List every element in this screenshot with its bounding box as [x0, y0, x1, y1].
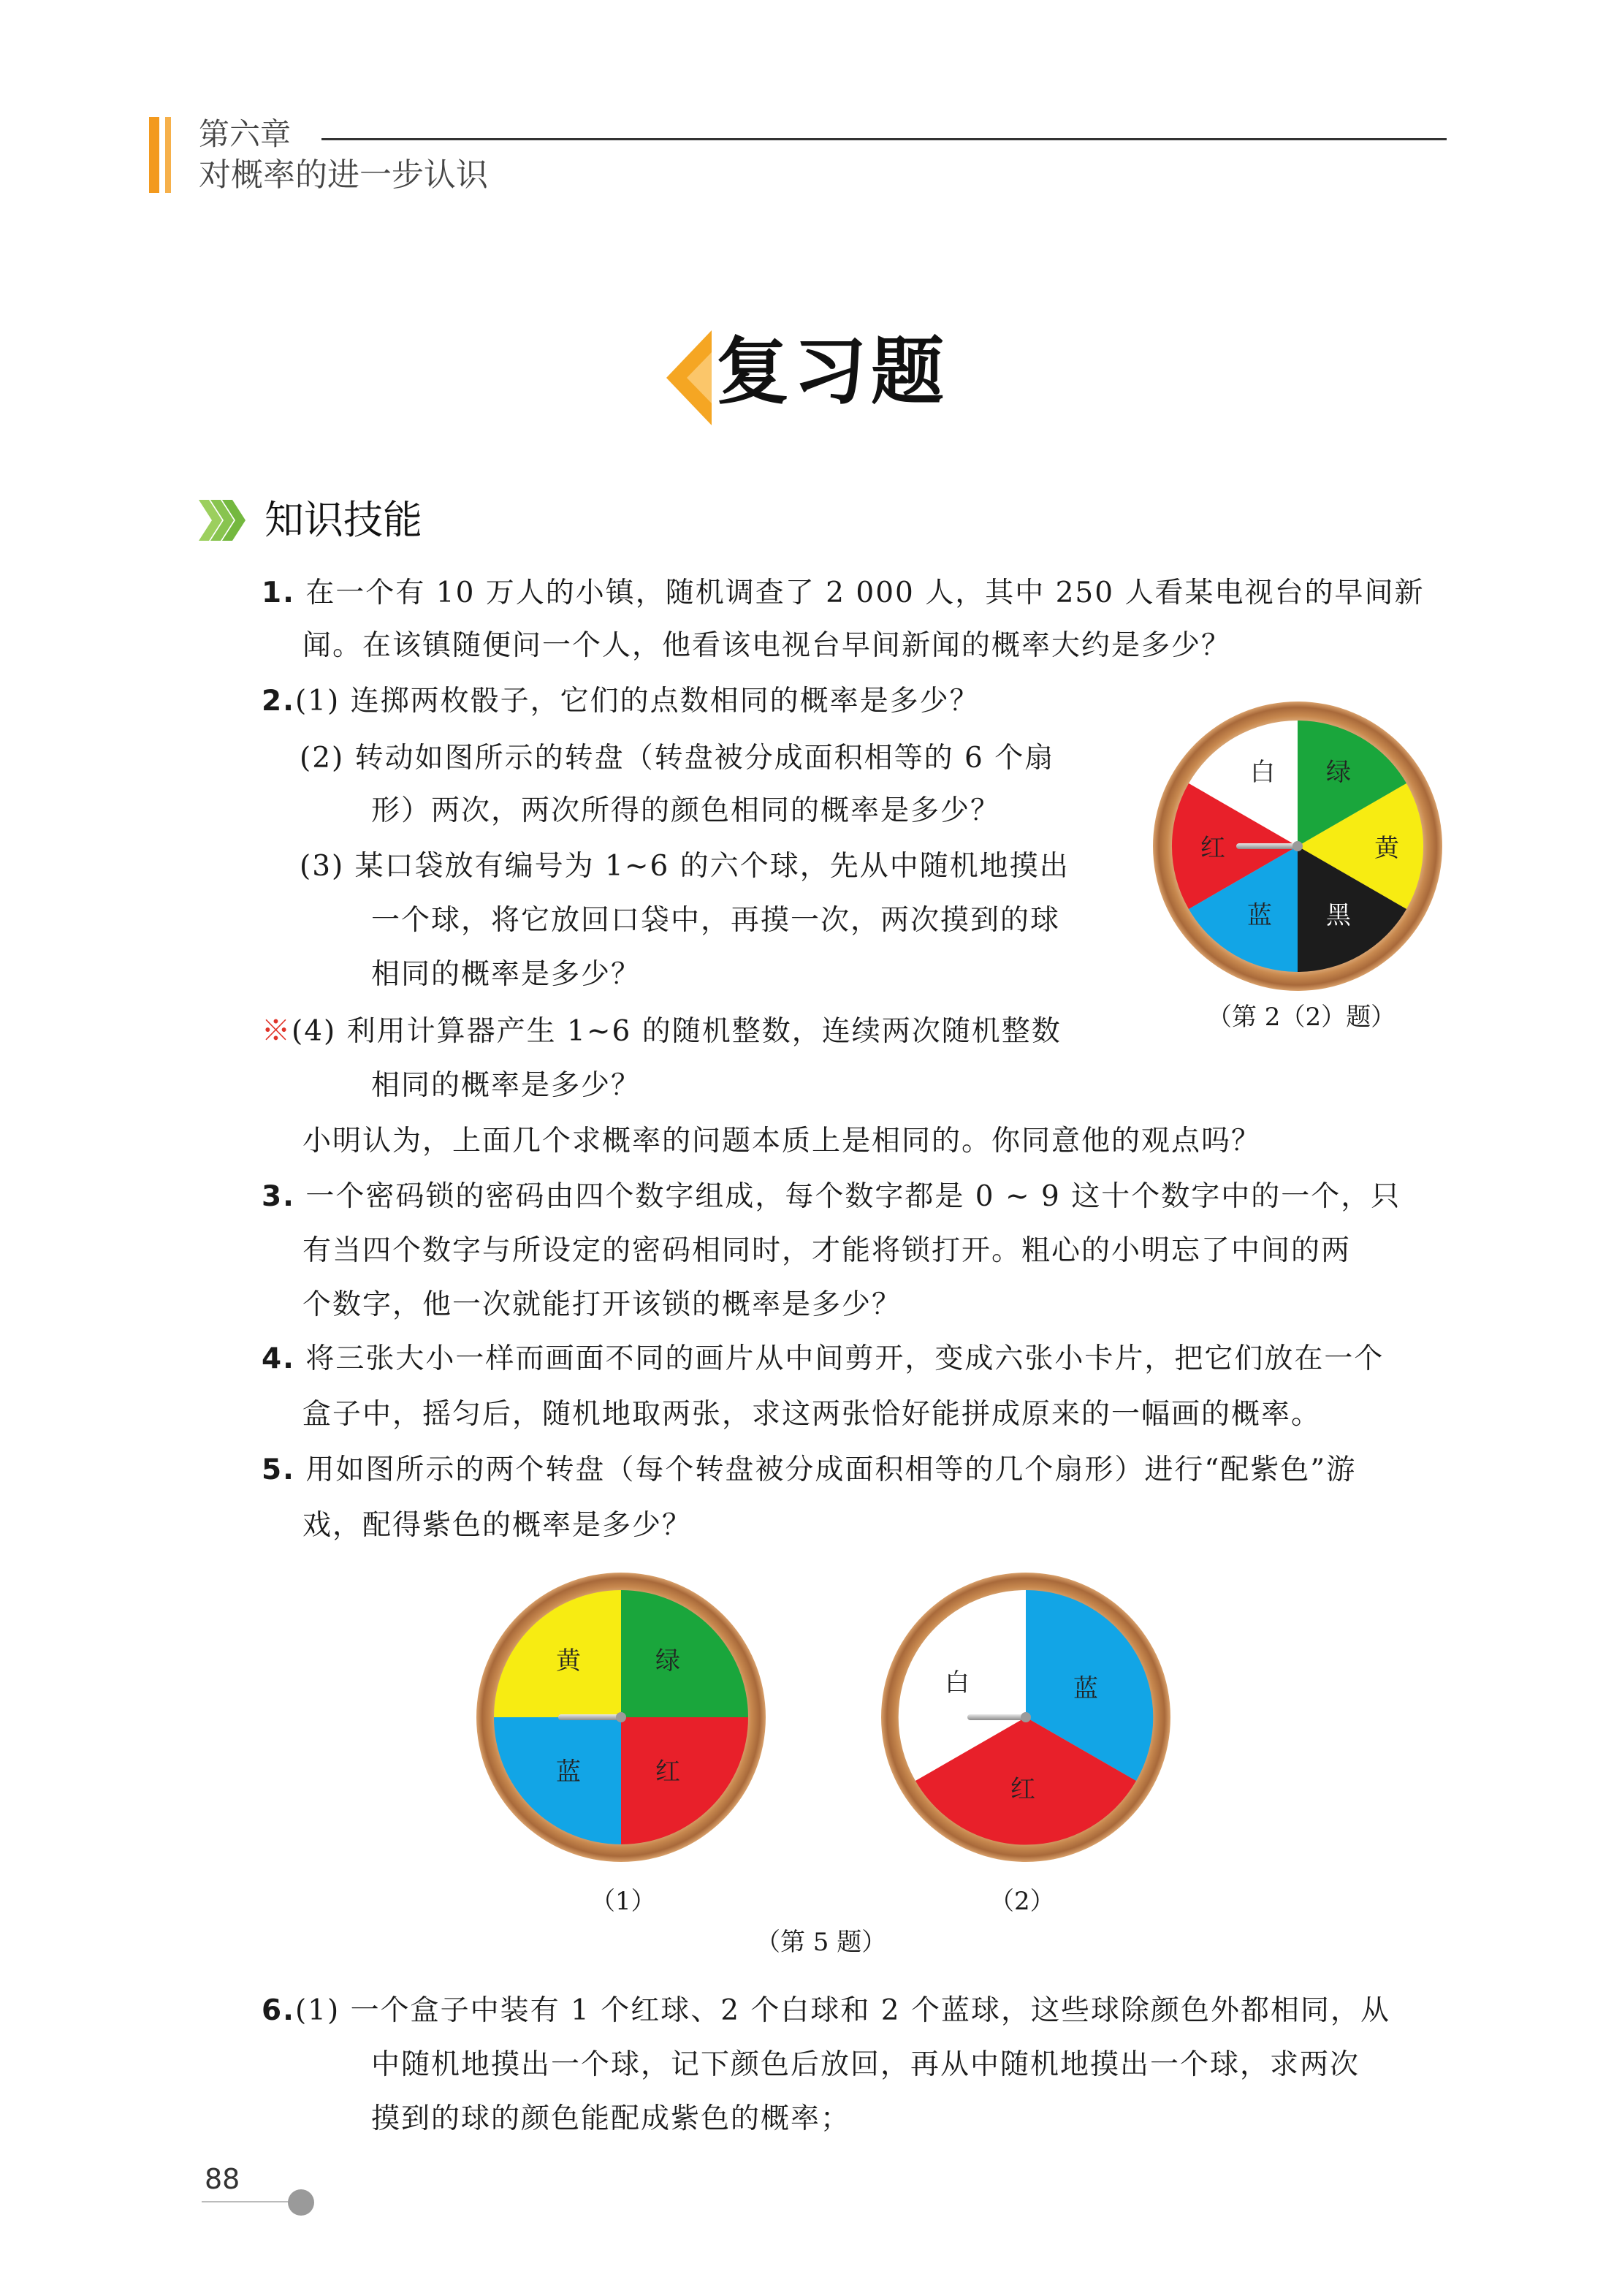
q5-number: 5.	[262, 1453, 295, 1486]
section-heading: 知识技能	[264, 497, 422, 543]
q1-number: 1.	[262, 577, 295, 609]
header-rule	[321, 138, 1447, 140]
q2-tail: 小明认为，上面几个求概率的问题本质上是相同的。你同意他的观点吗？	[302, 1125, 1262, 1157]
q6-text-1: (1) 一个盒子中装有 1 个红球、2 个白球和 2 个蓝球，这些球除颜色外都相同，从	[294, 1994, 1391, 2027]
label-green: 绿	[655, 1646, 680, 1676]
q2-part-1: (1) 连掷两枚骰子，它们的点数相同的概率是多少？	[294, 685, 980, 718]
q2-number: 2.	[262, 685, 295, 718]
q2-part-3a: (3) 某口袋放有编号为 1~6 的六个球，先从中随机地摸出	[300, 850, 1070, 883]
label-red: 红	[655, 1757, 680, 1787]
footer-dot-icon	[288, 2189, 314, 2216]
q4-text-1: 将三张大小一样而画面不同的画片从中间剪开，变成六张小卡片，把它们放在一个	[305, 1342, 1385, 1375]
q1-text-1: 在一个有 10 万人的小镇，随机调查了 2 000 人，其中 250 人看某电视台的早间新	[305, 577, 1425, 609]
page-title: 复习题	[716, 328, 948, 414]
q5-line-1	[262, 1450, 1356, 1491]
q2-part-4b: 相同的概率是多少？	[371, 1069, 641, 1102]
q2-part-2b: 形）两次，两次所得的颜色相同的概率是多少？	[371, 794, 1001, 827]
spinner-needle	[967, 1714, 1026, 1720]
label-white: 白	[945, 1668, 970, 1698]
spinner-four-sectors	[475, 1571, 767, 1863]
q6-text-3: 摸到的球的颜色能配成紫色的概率；	[371, 2102, 851, 2135]
label-yellow: 黄	[1374, 834, 1399, 863]
q2-line-4a	[262, 1011, 1062, 1052]
q4-text-2: 盒子中，摇匀后，随机地取两张，求这两张恰好能拼成原来的一幅画的概率。	[302, 1398, 1322, 1431]
label-red: 红	[1010, 1775, 1035, 1804]
q2-line-1	[262, 681, 980, 722]
chapter-label: 第六章	[199, 116, 292, 152]
q5-text-2: 戏，配得紫色的概率是多少？	[302, 1509, 693, 1542]
q3-line-1	[262, 1176, 1401, 1217]
q5-figure-caption: （第 5 题）	[755, 1928, 887, 1957]
q6-line-1	[262, 1991, 1390, 2031]
sector-red	[621, 1717, 748, 1844]
q5-figure-label-1: （1）	[590, 1887, 656, 1916]
spinner-needle	[558, 1714, 621, 1720]
label-blue: 蓝	[1247, 901, 1272, 930]
label-blue: 蓝	[1073, 1674, 1098, 1703]
q2-figure-caption: （第 2（2）题）	[1207, 1003, 1396, 1032]
q6-number: 6.	[262, 1994, 295, 2027]
q5-text-1: 用如图所示的两个转盘（每个转盘被分成面积相等的几个扇形）进行“配紫色”游	[305, 1453, 1357, 1486]
q5-figure-label-2: （2）	[989, 1887, 1055, 1916]
header-accent-bar	[149, 117, 159, 193]
chapter-subtitle: 对概率的进一步认识	[199, 156, 488, 194]
label-green: 绿	[1326, 758, 1351, 787]
label-black: 黑	[1326, 901, 1351, 930]
header-accent-bar-light	[165, 117, 171, 193]
label-white: 白	[1250, 758, 1275, 787]
q1-line-1	[262, 573, 1424, 614]
optional-star-mark: ※	[262, 1015, 292, 1048]
q3-text-3: 个数字，他一次就能打开该锁的概率是多少？	[302, 1288, 902, 1321]
q2-part-2a: (2) 转动如图所示的转盘（转盘被分成面积相等的 6 个扇	[300, 742, 1055, 775]
spinner-three-sectors	[880, 1571, 1172, 1863]
q2-part-3b: 一个球，将它放回口袋中，再摸一次，两次摸到的球	[371, 904, 1061, 937]
q2-part-4a: (4) 利用计算器产生 1~6 的随机整数，连续两次随机整数	[292, 1015, 1062, 1048]
footer-rule	[202, 2201, 289, 2202]
label-red: 红	[1200, 834, 1225, 863]
sector-green	[621, 1590, 748, 1717]
q4-line-1	[262, 1339, 1384, 1380]
q3-text-1: 一个密码锁的密码由四个数字组成，每个数字都是 0 ~ 9 这十个数字中的一个，只	[305, 1180, 1401, 1213]
q3-text-2: 有当四个数字与所设定的密码相同时，才能将锁打开。粗心的小明忘了中间的两	[302, 1234, 1352, 1267]
section-chevrons-icon	[199, 497, 257, 544]
q4-number: 4.	[262, 1342, 295, 1375]
title-arrow-icon	[663, 330, 715, 425]
q6-text-2: 中随机地摸出一个球，记下颜色后放回，再从中随机地摸出一个球，求两次	[371, 2048, 1360, 2081]
q3-number: 3.	[262, 1180, 295, 1213]
q2-part-3c: 相同的概率是多少？	[371, 958, 641, 991]
q1-text-2: 闻。在该镇随便问一个人，他看该电视台早间新闻的概率大约是多少？	[302, 629, 1232, 662]
spinner-six-sectors	[1151, 700, 1444, 992]
page-number: 88	[205, 2163, 240, 2195]
spinner-needle	[1236, 843, 1298, 849]
label-yellow: 黄	[556, 1646, 581, 1676]
label-blue: 蓝	[556, 1757, 581, 1787]
